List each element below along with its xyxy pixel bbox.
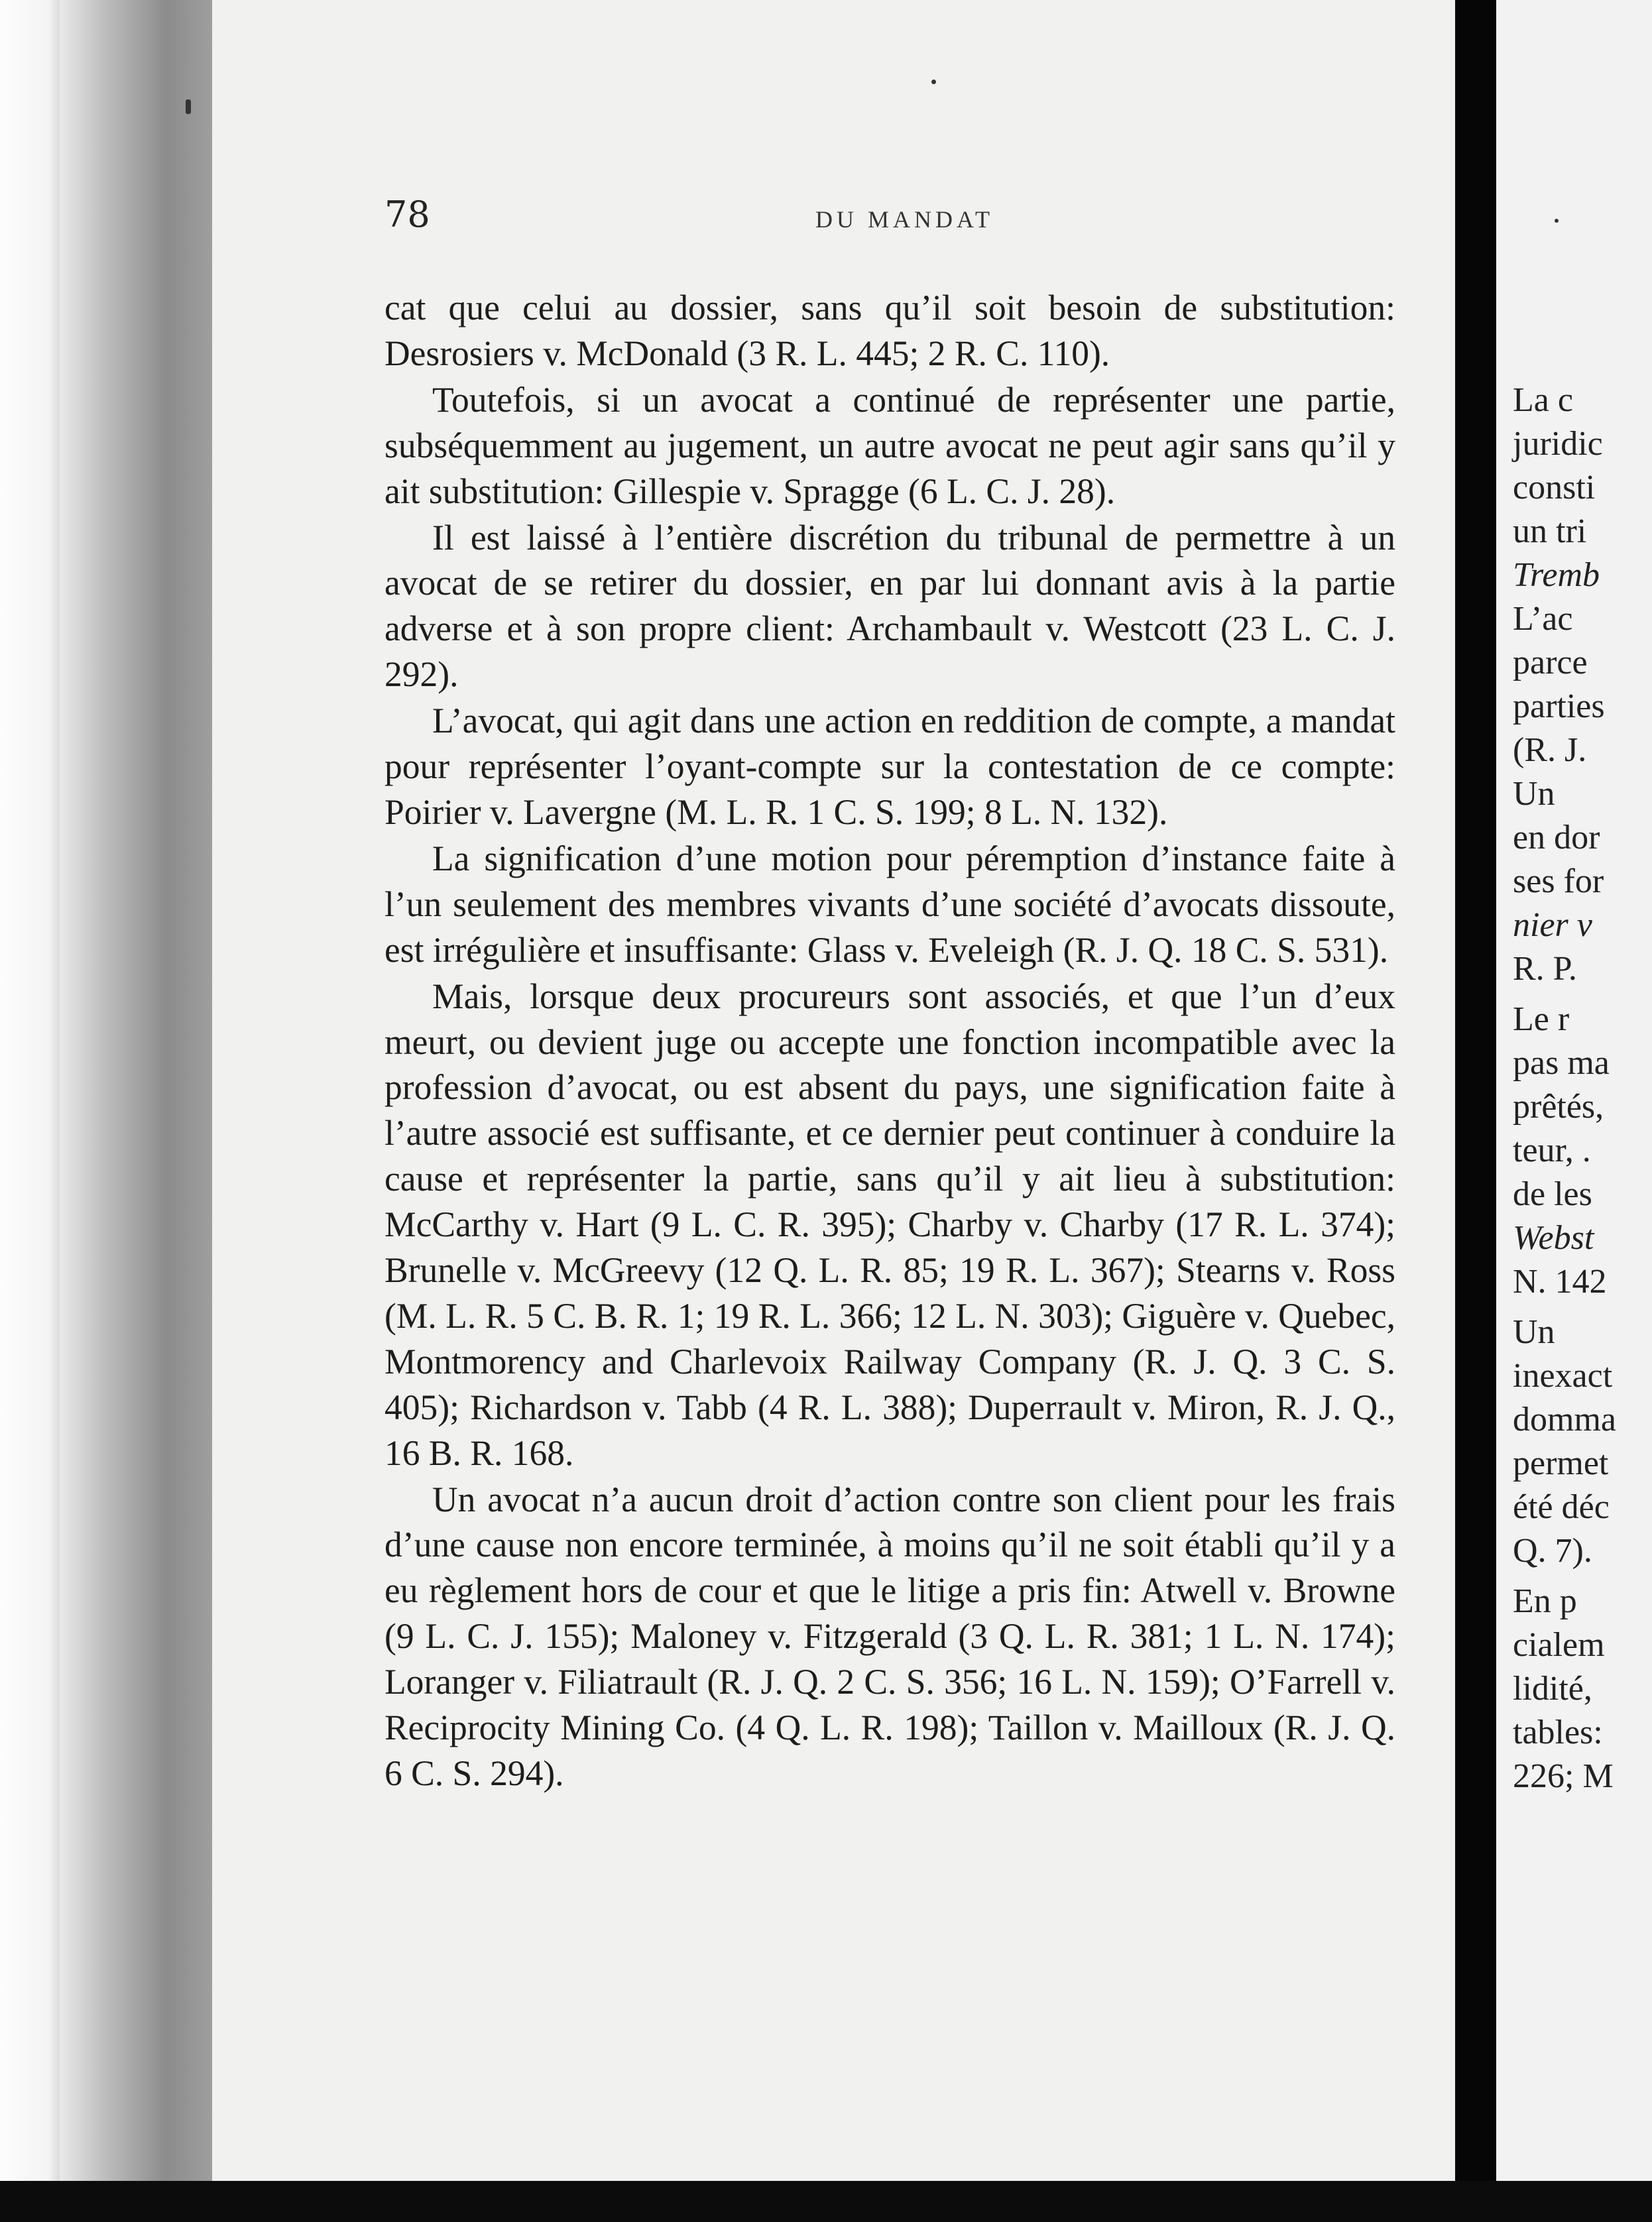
book-spine-shadow [60,0,212,2222]
facing-line: 226; M [1513,1757,1614,1795]
facing-line: Q. 7). [1513,1532,1592,1570]
scan-speck [931,80,936,84]
scan-speck [186,99,191,114]
facing-line: consti [1513,469,1596,506]
scan-speck [1555,219,1559,223]
facing-line: N. 142 [1513,1263,1607,1301]
facing-line: Tremb [1513,556,1600,594]
facing-line: en dor [1513,819,1600,856]
scan-bottom-edge [0,2181,1652,2222]
scan-left-margin [0,0,60,2222]
facing-line: (R. J. [1513,731,1587,769]
facing-line: inexact [1513,1357,1613,1395]
facing-line: Un [1513,775,1555,813]
facing-line: Le r [1513,1000,1570,1038]
facing-line: tables: [1513,1714,1603,1751]
facing-line: permet [1513,1444,1609,1482]
facing-line: parce [1513,644,1588,681]
facing-line: cialem [1513,1626,1605,1664]
page-gutter [1455,0,1496,2222]
facing-line: de les [1513,1175,1592,1213]
running-head [384,182,1478,241]
running-title: DU MANDAT [815,206,994,233]
paragraph: cat que celui au dossier, sans qu’il soit besoin de substitution: Desrosiers v. McDonald (3 R. L. 445; 2 R. C. 110). [384,288,1395,373]
body-text [384,285,1395,1796]
facing-line: nier v [1513,906,1592,944]
paragraph: Un avocat n’a aucun droit d’action contre son client pour les frais d’une cause non encore terminée, à moins qu’il ne soit établi qu’il y a eu règlement hors de cour et que le litige a pris fin: Atwell v. Browne (9 L. C. J. 155); Maloney v. Fitzgerald (3 Q. L. R. 381; 1 L. N. 174); Loranger v. Filiatrault (R. J. Q. 2 C. S. 356; 16 L. N. 159); O’Farrell v. Reciprocity Mining Co. (4 Q. L. R. 198); Taillon v. Mailloux (R. J. Q. 6 C. S. 294). [384,1479,1395,1793]
facing-line: Webst [1513,1219,1594,1257]
facing-line: ses for [1513,862,1604,900]
facing-line: été déc [1513,1488,1610,1526]
facing-page [1496,0,1652,2181]
facing-line: juridic [1513,425,1603,463]
facing-line: domma [1513,1401,1616,1438]
facing-line: teur, . [1513,1132,1591,1169]
paragraph: Toutefois, si un avocat a continué de représenter une partie, subséquemment au jugement, un autre avocat ne peut agir sans qu’il y ait substitution: Gillespie v. Spragge (6 L. C. J. 28). [384,379,1395,511]
facing-line: pas ma [1513,1044,1610,1082]
facing-line: La c [1513,381,1573,419]
facing-line: R. P. [1513,950,1577,988]
facing-line: En p [1513,1582,1577,1620]
facing-line: prêtés, [1513,1088,1604,1126]
paragraph: La signification d’une motion pour péremption d’instance faite à l’un seulement des membres vivants d’une société d’avocats dissoute, est irrégulière et insuffisante: Glass v. Eveleigh (R. J. Q. 18 C. S. 531). [384,838,1395,970]
facing-line: Un [1513,1313,1555,1351]
facing-line: parties [1513,687,1605,725]
paragraph: Il est laissé à l’entière discrétion du tribunal de permettre à un avocat de se retirer du dossier, en par lui donnant avis à la partie adverse et à son propre client: Archambault v. Westcott (23 L. C. J. 292). [384,517,1395,695]
facing-line: un tri [1513,512,1587,550]
paragraph: Mais, lorsque deux procureurs sont associés, et que l’un d’eux meurt, ou devient juge ou accepte une fonction incompatible avec la profession d’avocat, ou est absent du pays, une signification faite à l’autre associé est suffisante, et ce dernier peut continuer à conduire la cause et représenter la partie, sans qu’il y ait lieu à substitution: McCarthy v. Hart (9 L. C. R. 395); Charby v. Charby (17 R. L. 374); Brunelle v. McGreevy (12 Q. L. R. 85; 19 R. L. 367); Stearns v. Ross (M. L. R. 5 C. B. R. 1; 19 R. L. 366; 12 L. N. 303); Giguère v. Quebec, Montmorency and Charlevoix Railway Company (R. J. Q. 3 C. S. 405); Richardson v. Tabb (4 R. L. 388); Duperrault v. Miron, R. J. Q., 16 B. R. 168. [384,976,1395,1473]
page-number: 78 [384,194,430,235]
facing-line: lidité, [1513,1670,1592,1708]
facing-line: L’ac [1513,600,1573,638]
paragraph: L’avocat, qui agit dans une action en reddition de compte, a mandat pour représenter l’oyant-compte sur la contestation de ce compte: Poirier v. Lavergne (M. L. R. 1 C. S. 199; 8 L. N. 132). [384,701,1395,832]
